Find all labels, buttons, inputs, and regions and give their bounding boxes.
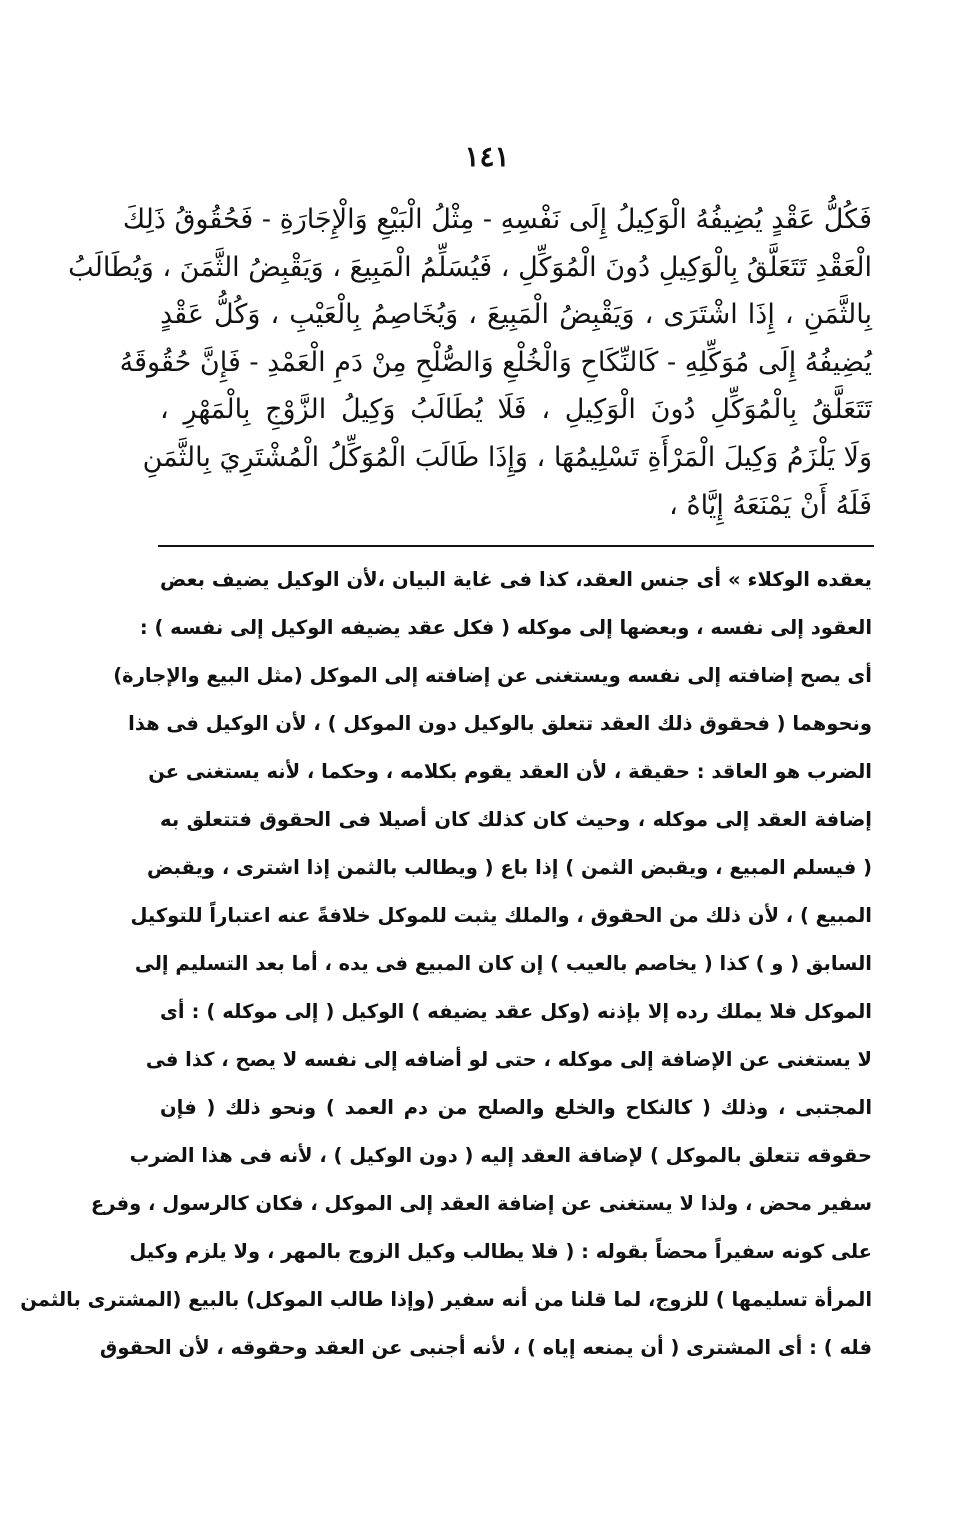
commentary-line: على كونه سفيراً محضاً بقوله : ( فلا يطالب وكيل الزوج بالمهر ، ولا يلزم وكيل [129,1240,872,1263]
main-text-line: يُضِيفُهُ إِلَى مُوَكِّلِهِ - كَالنِّكَاحِ وَالْخُلْعِ وَالصُّلْحِ مِنْ دَمِ الْعَمْدِ - فَإِنَّ حُقُوقَهُ [119,346,872,378]
commentary-line: ( فيسلم المبيع ، ويقبض الثمن ) إذا باع ( ويطالب بالثمن إذا اشترى ، ويقبض [146,856,872,879]
commentary-line: السابق ( و ) كذا ( يخاصم بالعيب ) إن كان المبيع فى يده ، أما بعد التسليم إلى [134,952,872,975]
commentary-line: ونحوهما ( فحقوق ذلك العقد تتعلق بالوكيل دون الموكل ) ، لأن الوكيل فى هذا [128,712,872,735]
main-text-line: الْعَقْدِ تَتَعَلَّقُ بِالْوَكِيلِ دُونَ الْمُوَكِّلِ ، فَيُسَلِّمُ الْمَبِيعَ ، وَيَقْبِضُ الثَّمَنَ ، وَيُطَالَبُ [68,251,872,283]
text-separator-rule [158,545,874,547]
commentary-line: الموكل فلا يملك رده إلا بإذنه (وكل عقد يضيفه ) الوكيل ( إلى موكله ) : أى [160,1000,872,1023]
commentary-line: إضافة العقد إلى موكله ، وحيث كان كذلك كان أصيلا فى الحقوق فتتعلق به [160,808,872,831]
main-text-line: فَكُلُّ عَقْدٍ يُضِيفُهُ الْوَكِيلُ إِلَى نَفْسِهِ - مِثْلُ الْبَيْعِ وَالْإِجَارَةِ - فَحُقُوقُ ذَلِكَ [122,204,872,235]
main-text-line: تَتَعَلَّقُ بِالْمُوَكِّلِ دُونَ الْوَكِيلِ ، فَلَا يُطَالَبُ وَكِيلُ الزَّوْجِ بِالْمَهْرِ ، [160,394,872,426]
commentary-line: حقوقه تتعلق بالموكل ) لإضافة العقد إليه ( دون الوكيل ) ، لأنه فى هذا الضرب [129,1144,872,1167]
commentary-line: سفير محض ، ولذا لا يستغنى عن إضافة العقد إلى الموكل ، فكان كالرسول ، وفرع [90,1192,872,1215]
commentary-line: الضرب هو العاقد : حقيقة ، لأن العقد يقوم بكلامه ، وحكما ، لأنه يستغنى عن [148,760,872,783]
commentary-text-block [20,556,872,1372]
commentary-line: يعقده الوكلاء » أى جنس العقد، كذا فى غاية البيان ،لأن الوكيل يضيف بعض [160,568,872,591]
commentary-line: المجتبى ، وذلك ( كالنكاح والخلع والصلح من دم العمد ) ونحو ذلك ( فإن [160,1096,872,1119]
main-text-line: وَلَا يَلْزَمُ وَكِيلَ الْمَرْأَةِ تَسْلِيمُهَا ، وَإِذَا طَالَبَ الْمُوَكِّلُ الْمُشْتَرِيَ بِالثَّمَنِ [142,441,872,473]
commentary-line: المرأة تسليمها ) للزوج، لما قلنا من أنه سفير (وإذا طالب الموكل) بالبيع (المشترى بالثمن [20,1288,872,1311]
main-text-line: فَلَهُ أَنْ يَمْنَعَهُ إِيَّاهُ ، [669,489,872,521]
commentary-line: فله ) : أى المشترى ( أن يمنعه إياه ) ، لأنه أجنبى عن العقد وحقوقه ، لأن الحقوق [99,1336,872,1359]
page-number: ١٤١ [464,140,510,173]
commentary-line: العقود إلى نفسه ، وبعضها إلى موكله ( فكل عقد يضيفه الوكيل إلى نفسه ) : [139,616,872,639]
main-text-line: بِالثَّمَنِ ، إِذَا اشْتَرَى ، وَيَقْبِضُ الْمَبِيعَ ، وَيُخَاصِمُ بِالْعَيْبِ ، وَكُلُّ عَقْدٍ [160,299,872,331]
commentary-line: المبيع ) ، لأن ذلك من الحقوق ، والملك يثبت للموكل خلافةً عنه اعتباراً للتوكيل [130,904,872,927]
commentary-line: أى يصح إضافته إلى نفسه ويستغنى عن إضافته إلى الموكل (مثل البيع والإجارة) [113,664,872,687]
commentary-line: لا يستغنى عن الإضافة إلى موكله ، حتى لو أضافه إلى نفسه لا يصح ، كذا فى [145,1048,872,1071]
main-text-block [68,196,872,529]
